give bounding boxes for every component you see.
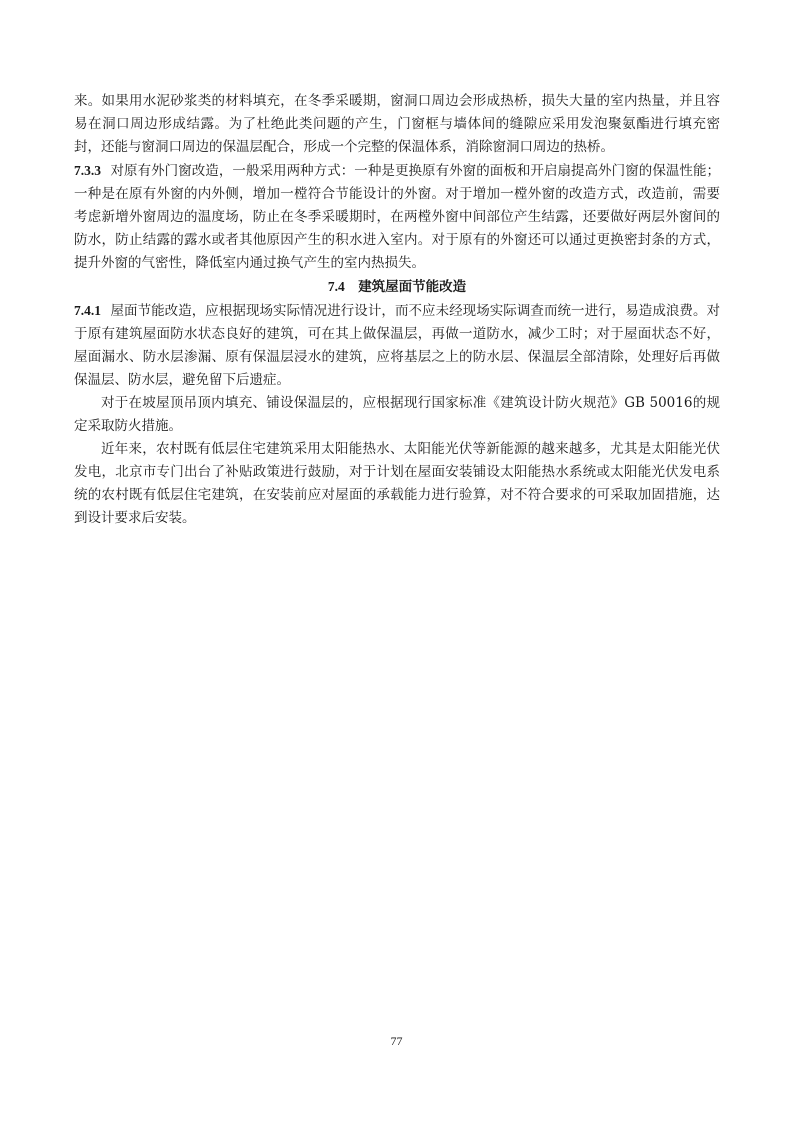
section-title: 建筑屋面节能改造	[358, 279, 467, 295]
section-number: 7.4	[327, 279, 345, 294]
clause-7-4-1	[74, 299, 720, 392]
clause-text: 屋面节能改造，应根据现场实际情况进行设计，而不应未经现场实际调查而统一进行，易造成浪费。对于原有建筑屋面防水状态良好的建筑，可在其上做保温层，再做一道防水，减少工时；对于屋面状态不好，屋面漏水、防水层渗漏、原有保温层浸水的建筑，应将基层之上的防水层、保温层全部清除，处理好后再做保温层、防水层，避免留下后遗症。	[74, 303, 720, 388]
paragraph-continuation: 来。如果用水泥砂浆类的材料填充，在冬季采暖期，窗洞口周边会形成热桥，损失大量的室内热量，并且容易在洞口周边形成结露。为了杜绝此类问题的产生，门窗框与墙体间的缝隙应采用发泡聚氨酯进行填充密封，还能与窗洞口周边的保温层配合，形成一个完整的保温体系，消除窗洞口周边的热桥。	[74, 93, 720, 155]
section-heading	[74, 275, 720, 299]
paragraph-fire-protection: 对于在坡屋顶吊顶内填充、铺设保温层的，应根据现行国家标准《建筑设计防火规范》GB 50016的规定采取防火措施。	[74, 395, 720, 434]
document-body	[74, 90, 720, 530]
page-number: 77	[390, 1034, 403, 1048]
clause-7-3-3	[74, 159, 720, 275]
paragraph-solar-energy: 近年来，农村既有低层住宅建筑采用太阳能热水、太阳能光伏等新能源的越来越多，尤其是太阳能光伏发电，北京市专门出台了补贴政策进行鼓励，对于计划在屋面安装铺设太阳能热水系统或太阳能光伏发电系统的农村既有低层住宅建筑，在安装前应对屋面的承载能力进行验算，对不符合要求的可采取加固措施，达到设计要求后安装。	[74, 441, 720, 526]
clause-number: 7.4.1	[74, 303, 101, 318]
clause-text: 对原有外门窗改造，一般采用两种方式：一种是更换原有外窗的面板和开启扇提高外门窗的保温性能；一种是在原有外窗的内外侧，增加一樘符合节能设计的外窗。对于增加一樘外窗的改造方式，改造前，需要考虑新增外窗周边的温度场，防止在冬季采暖期时，在两樘外窗中间部位产生结露，还要做好两层外窗间的防水，防止结露的露水或者其他原因产生的积水进入室内。对于原有的外窗还可以通过更换密封条的方式，提升外窗的气密性，降低室内通过换气产生的室内热损失。	[74, 163, 720, 271]
clause-number: 7.3.3	[74, 163, 101, 178]
